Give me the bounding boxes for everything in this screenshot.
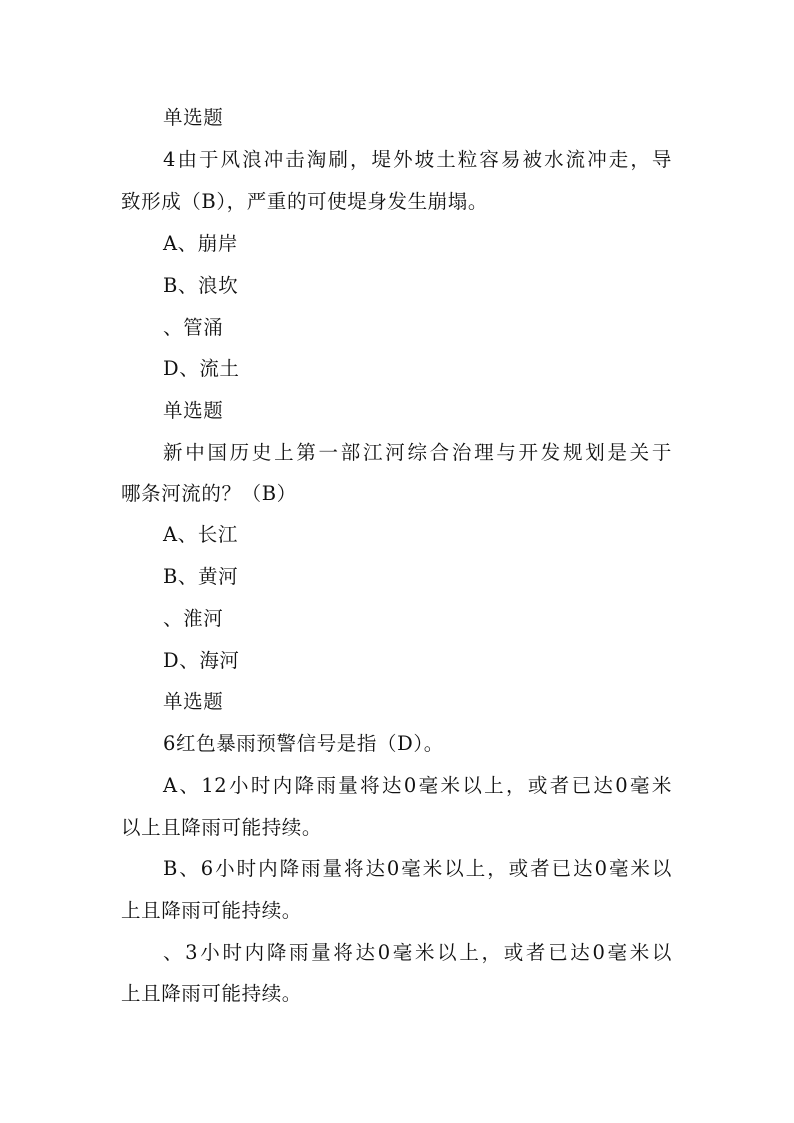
question-type-label: 单选题 — [163, 106, 224, 129]
answer-option-c: 、淮河 — [163, 607, 224, 630]
question-type-label: 单选题 — [163, 399, 224, 422]
answer-option-a: A、长江 — [163, 523, 238, 546]
question-stem-line: 致形成（B），严重的可使堤身发生崩塌。 — [121, 190, 488, 213]
question-type-label: 单选题 — [163, 690, 224, 713]
answer-option-d: D、海河 — [163, 649, 240, 672]
answer-option-c-continued: 上且降雨可能持续。 — [121, 982, 302, 1005]
answer-option-b: B、黄河 — [163, 565, 239, 588]
answer-option-a-continued: 以上且降雨可能持续。 — [121, 816, 323, 839]
question-stem-line: 新中国历史上第一部江河综合治理与开发规划是关于 — [163, 441, 672, 464]
answer-option-d: D、流土 — [163, 357, 240, 380]
answer-option-a: A、崩岸 — [163, 232, 238, 255]
answer-option-b: B、浪坎 — [163, 274, 239, 297]
answer-option-b: B、6小时内降雨量将达0毫米以上，或者已达0毫米以 — [163, 857, 672, 880]
question-stem-line: 4由于风浪冲击淘刷，堤外坡土粒容易被水流冲走，导 — [163, 148, 672, 171]
answer-option-a: A、12小时内降雨量将达0毫米以上，或者已达0毫米 — [163, 774, 672, 797]
answer-option-c: 、管涌 — [163, 316, 224, 339]
answer-option-c: 、3小时内降雨量将达0毫米以上，或者已达0毫米以 — [163, 941, 672, 964]
answer-option-b-continued: 上且降雨可能持续。 — [121, 899, 302, 922]
question-stem-line: 哪条河流的？（B） — [121, 482, 297, 505]
question-stem-line: 6红色暴雨预警信号是指（D）。 — [163, 732, 444, 755]
